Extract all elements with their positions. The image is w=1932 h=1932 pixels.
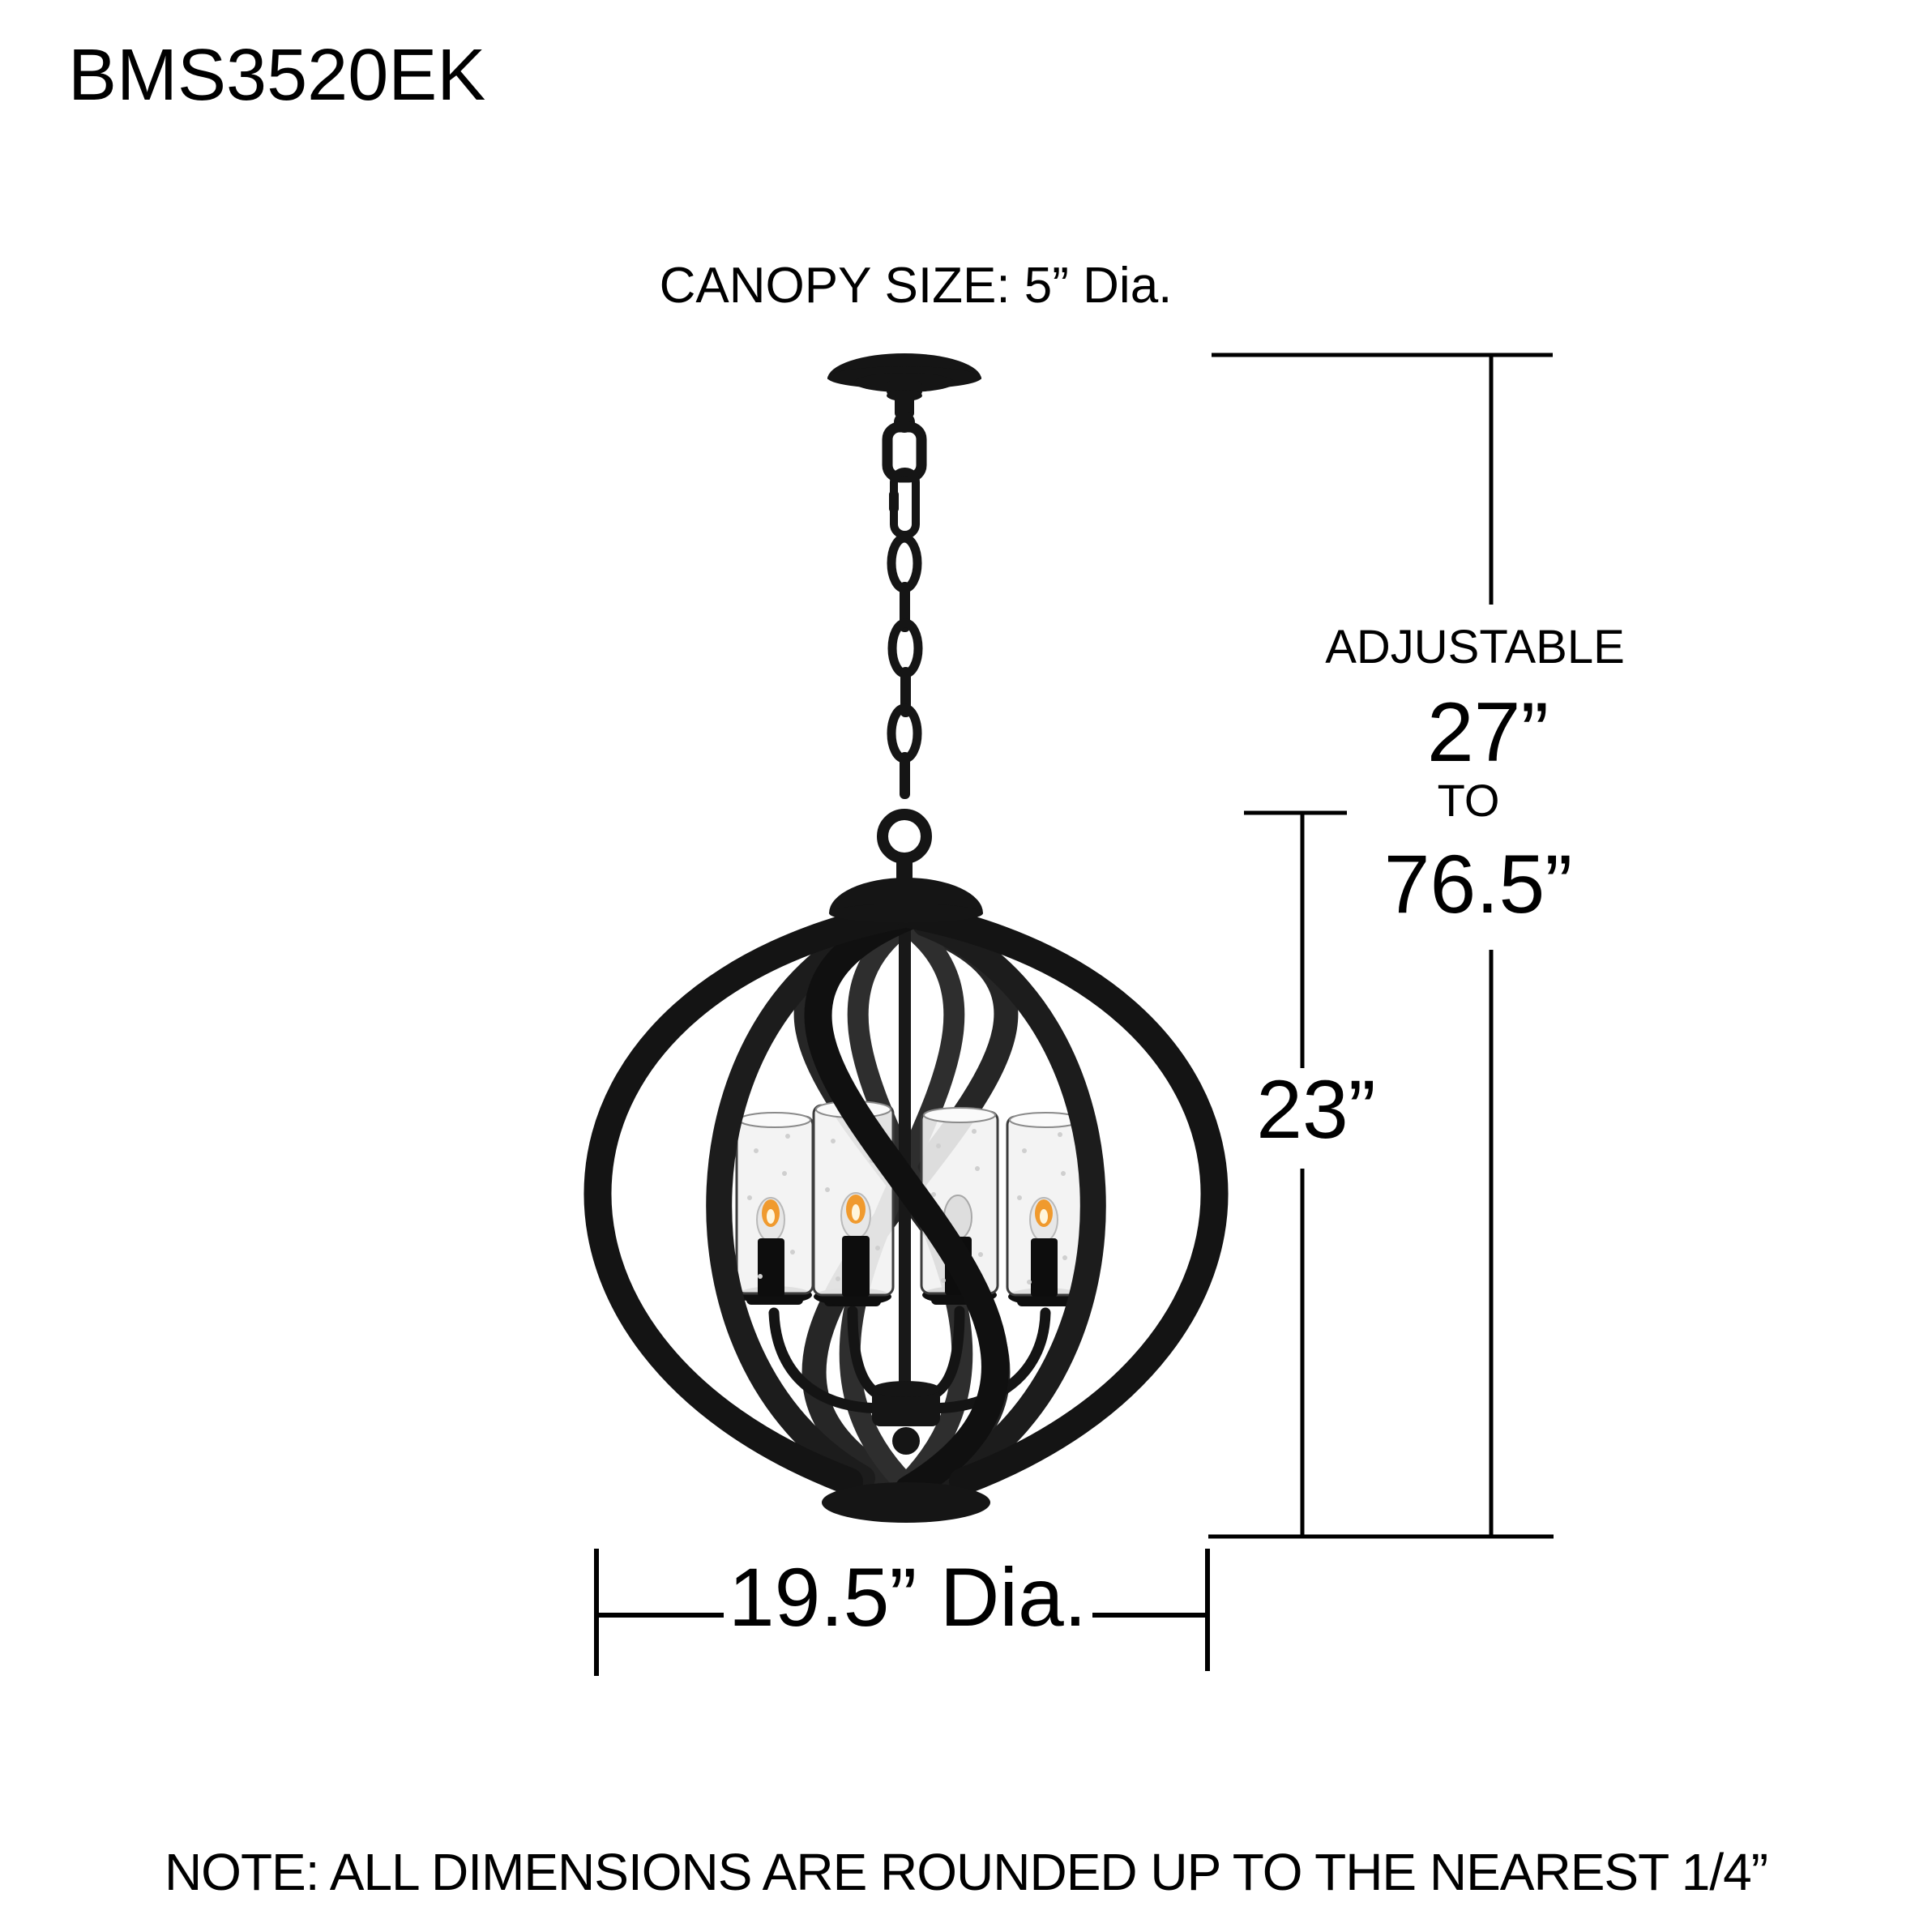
ceiling-canopy <box>827 353 981 417</box>
candle-light-1 <box>737 1113 813 1305</box>
candle-light-4 <box>1007 1113 1084 1306</box>
body-height-dimension-lines <box>1244 813 1347 1537</box>
product-model-number: BMS3520EK <box>68 35 486 116</box>
rounding-note: NOTE: ALL DIMENSIONS ARE ROUNDED UP TO THE NEAREST 1/4” <box>164 1843 1768 1901</box>
adjustable-min-value: 27” <box>1426 686 1549 780</box>
orb-bottom-cap <box>822 1482 990 1523</box>
diameter-value: 19.5” Dia. <box>728 1551 1088 1643</box>
pendant-fixture-illustration <box>597 353 1214 1523</box>
adjustable-label: ADJUSTABLE <box>1325 621 1625 673</box>
canopy-size-label: CANOPY SIZE: 5” Dia. <box>659 258 1173 314</box>
chain-end-ring <box>883 814 926 858</box>
bottom-ball-finial <box>892 1427 920 1455</box>
body-height-value: 23” <box>1256 1063 1376 1156</box>
adjustable-to-label: TO <box>1437 775 1500 826</box>
center-rod <box>899 908 911 1394</box>
adjustable-max-value: 76.5” <box>1383 838 1573 930</box>
hanging-chain <box>883 412 926 885</box>
adjustable-height-dimension-lines <box>1208 355 1554 1537</box>
